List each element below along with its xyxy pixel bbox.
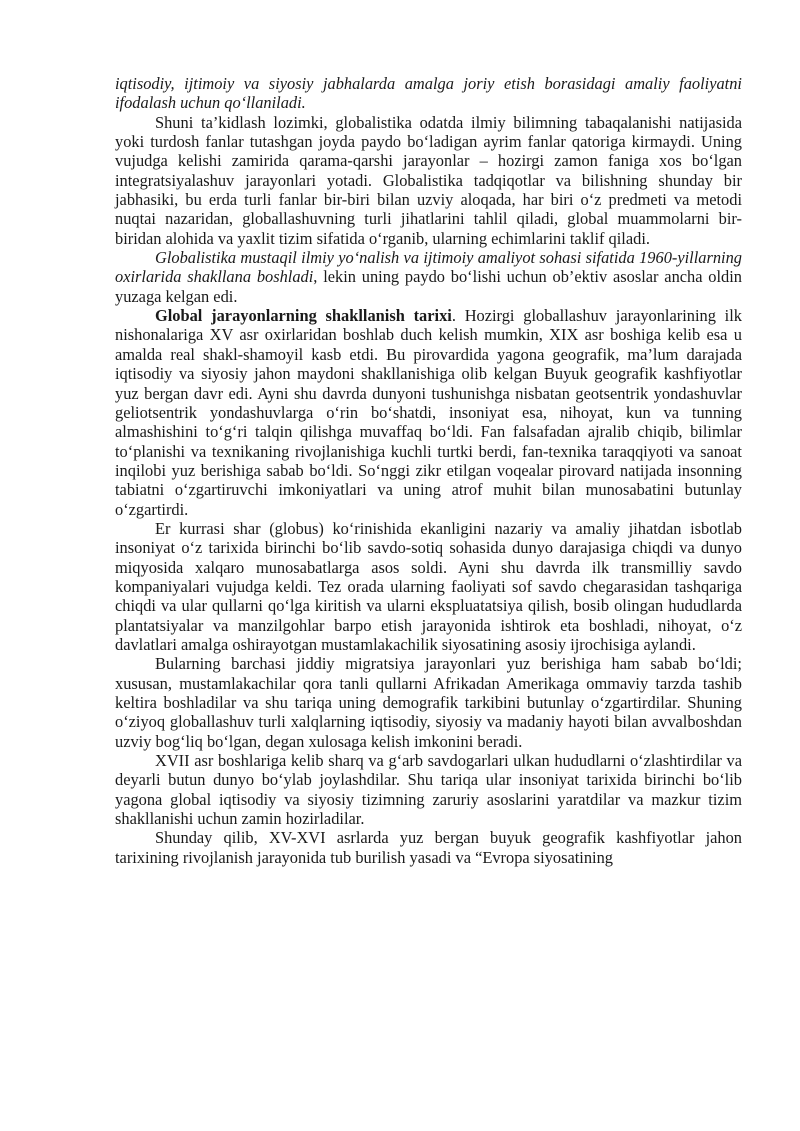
body-text: Er kurrasi shar (globus) ko‘rinishida ekanligini nazariy va amaliy jihatdan isbotlab insoniyat o‘z tarixida birinchi bo‘lib savdo-sotiq sohasida dunyo darajasiga chiqdi va dunyo miqyosida xalqaro munosabatlarga asos soldi. Ayni shu davrda ilk transmilliy savdo kompaniyalari vujudga keldi. Tez orada ularning faoliyati sof savdo chegarasidan tashqariga chiqdi va ular qullarni qo‘lga kiritish va ularni ekspluatatsiya qilish, bosib olingan hududlarda plantatsiyalar va manzilgohlar barpo etish jarayonida ishtirok eta boshladi, nihoyat, o‘z davlatlari amalga oshirayotgan mustamlakachilik siyosatining asosiy ijrochisiga aylandi.: [115, 518, 742, 654]
body-text: Shunday qilib, XV-XVI asrlarda yuz bergan buyuk geografik kashfiyotlar jahon tarixining rivojlanish jarayonida tub burilish yasadi va “Evropa siyosatining: [115, 828, 742, 867]
paragraph: [115, 654, 742, 751]
document-page: [115, 74, 742, 867]
paragraph: [115, 828, 742, 867]
body-text: Bularning barchasi jiddiy migratsiya jarayonlari yuz berishiga ham sabab bo‘ldi; xususan, mustamlakachilar qora tanli qullarni Afrikadan Amerikaga ommaviy tarzda tashib keltira boshladilar va shu tariqa uning demografik tarkibini butunlay o‘zgartirdilar. Shuning o‘ziyoq globallashuv turli xalqlarning iqtisodiy, siyosiy va madaniy hayoti bilan avvalboshdan uzviy bog‘liq bo‘lgan, degan xulosaga kelish imkonini beradi.: [115, 654, 742, 751]
italic-text: Globalistika mustaqil ilmiy yo‘nalish va ijtimoiy amaliyot sohasi sifatida 1960-yillarning oxirlarida shakllana boshladi: [115, 248, 742, 287]
paragraph: [115, 519, 742, 654]
paragraph: [115, 248, 742, 306]
paragraph: [115, 74, 742, 113]
body-text: . Hozirgi globallashuv jarayonlarining ilk nishonalariga XV asr oxirlaridan boshlab duch kelish mumkin, XIX asr boshiga kelib esa u amalda real shakl-shamoyil kasb etdi. Bu pirovardida yagona geografik, ma’lum darajada iqtisodiy va siyosiy jahon maydoni shakllanishiga olib kelgan Buyuk geografik kashfiyotlar yuz bergan davr edi. Ayni shu davrda dunyoni tushunishga nisbatan geotsentrik yondashuvlar geliotsentrik yondashuvlarga o‘rin bo‘shatdi, insoniyat esa, nihoyat, kun va tunning almashishini to‘g‘ri talqin qilishga muvaffaq bo‘ldi. Fan falsafadan ajralib chiqib, bilimlar to‘planishi va texnikaning rivojlanishiga kuchli turtki berdi, fan-texnika taraqqiyoti va sanoat inqilobi yuz berishiga sabab bo‘ldi. So‘nggi zikr etilgan voqealar pirovard natijada insonning tabiatni o‘zgartiruvchi imkoniyatlari va uning atrof muhit bilan munosabatini butunlay o‘zgartirdi.: [115, 306, 742, 519]
italic-text: iqtisodiy, ijtimoiy va siyosiy jabhalarda amalga joriy etish borasidagi amaliy faoliyatni ifodalash uchun qo‘llaniladi.: [115, 74, 742, 113]
paragraph: [115, 751, 742, 828]
section-heading: Global jarayonlarning shakllanish tarixi: [155, 306, 452, 326]
paragraph: [115, 306, 742, 519]
paragraph: [115, 113, 742, 248]
body-text: , lekin uning paydo bo‘lishi uchun ob’ektiv asoslar ancha oldin yuzaga kelgan edi.: [115, 267, 743, 306]
body-text: Shuni ta’kidlash lozimki, globalistika odatda ilmiy bilimning tabaqalanishi natijasida yoki turdosh fanlar tutashgan joyda paydo bo‘ladigan ayrim fanlar qatoriga kirmaydi. Uning vujudga kelishi zamirida qarama-qarshi jarayonlar – hozirgi zamon faniga xos bo‘lgan integratsiyalashuv jarayonlari yotadi. Globalistika tadqiqotlar va bilishning shunday bir jabhasiki, bu erda turli fanlar bir-biri bilan uzviy aloqada, har biri o‘z predmeti va metodi nuqtai nazaridan, globallashuvning turli jihatlarini tahlil qiladi, global muammolarni bir-biridan alohida va yaxlit tizim sifatida o‘rganib, ularning echimlarini taklif qiladi.: [115, 112, 742, 248]
body-text: XVII asr boshlariga kelib sharq va g‘arb savdogarlari ulkan hududlarni o‘zlashtirdilar va deyarli butun dunyo bo‘ylab joylashdilar. Shu tariqa ular insoniyat tarixida birinchi bo‘lib yagona global iqtisodiy va siyosiy tizimning zaruriy asoslarini yaratdilar va mazkur tizim shakllanishi uchun zamin hozirladilar.: [115, 751, 742, 829]
